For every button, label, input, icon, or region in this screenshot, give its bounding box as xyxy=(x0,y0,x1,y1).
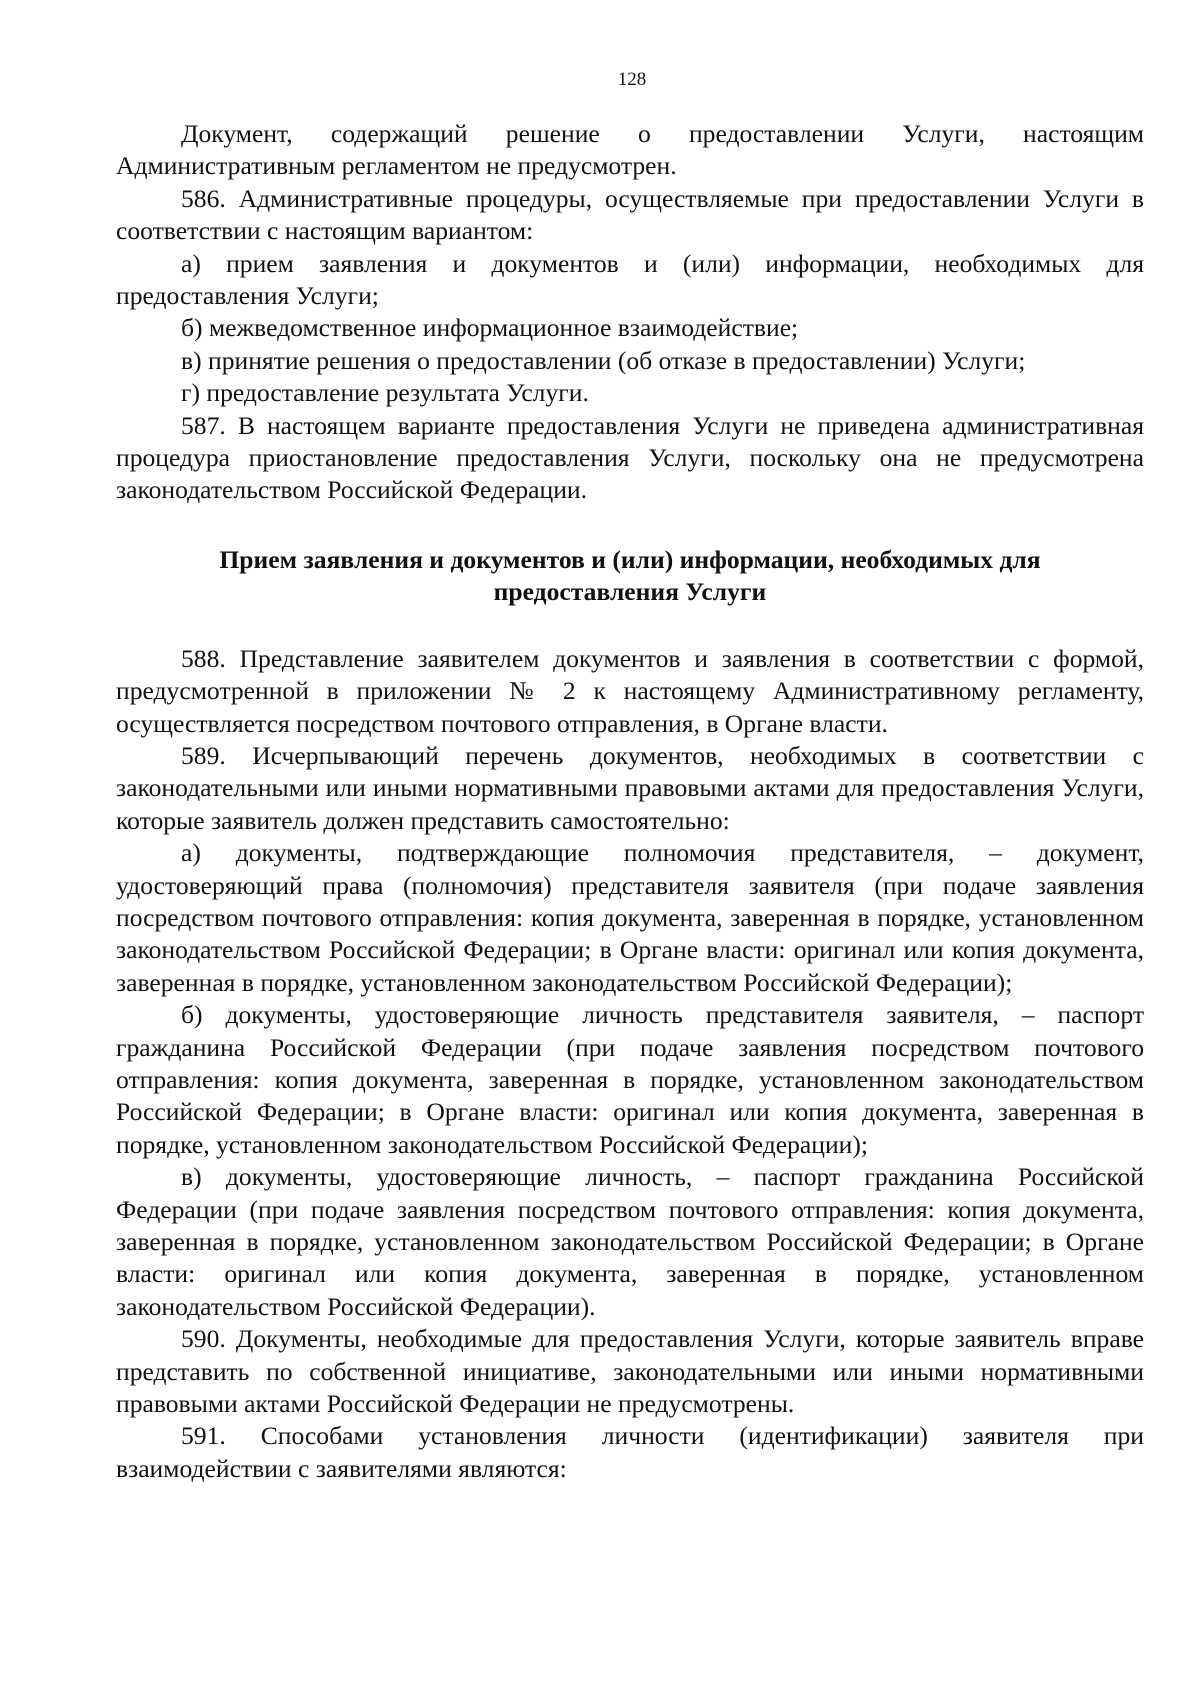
paragraph-document-decision: Документ, содержащий решение о предоставлении Услуги, настоящим Административным регламентом не предусмотрен. xyxy=(116,119,1144,181)
list-item-589-v: в) документы, удостоверяющие личность, – паспорт гражданина Российской Федерации (при подаче заявления посредством почтового отправления: копия документа, заверенная в порядке, установленном законодательством Российской Федерации; в Органе власти: оригинал или копия документа, заверенная в порядке, установленном законодательством Российской Федерации). xyxy=(116,1162,1144,1321)
paragraph-587: 587. В настоящем варианте предоставления Услуги не приведена административная процедура приостановление предоставления Услуги, поскольку она не предусмотрена законодательством Российской Федерации. xyxy=(116,410,1144,505)
paragraph-589: 589. Исчерпывающий перечень документов, необходимых в соответствии с законодательными или иными нормативными правовыми актами для предоставления Услуги, которые заявитель должен представить самостоятельно: xyxy=(116,740,1144,835)
list-item-589-b: б) документы, удостоверяющие личность представителя заявителя, – паспорт гражданина Российской Федерации (при подаче заявления посредством почтового отправления: копия документа, заверенная в порядке, установленном законодательством Российской Федерации; в Органе власти: оригинал или копия документа, заверенная в порядке, установленном законодательством Российской Федерации); xyxy=(116,1000,1144,1159)
paragraph-588: 588. Представление заявителем документов и заявления в соответствии с формой, предусмотренной в приложении № 2 к настоящему Административному регламенту, осуществляется посредством почтового отправления, в Органе власти. xyxy=(116,643,1144,738)
list-item-586-b: б) межведомственное информационное взаимодействие; xyxy=(181,313,799,343)
list-item-586-g: г) предоставление результата Услуги. xyxy=(181,378,589,408)
paragraph-586: 586. Административные процедуры, осуществляемые при предоставлении Услуги в соответствии с настоящим вариантом: xyxy=(116,183,1144,246)
section-heading-line-2: предоставления Услуги xyxy=(493,577,767,607)
list-item-589-a: а) документы, подтверждающие полномочия представителя, – документ, удостоверяющий права (полномочия) представителя заявителя (при подаче заявления посредством почтового отправления: копия документа, заверенная в порядке, установленном законодательством Российской Федерации; в Органе власти: оригинал или копия документа, заверенная в порядке, установленном законодательством Российской Федерации); xyxy=(116,838,1144,997)
paragraph-590: 590. Документы, необходимые для предоставления Услуги, которые заявитель вправе представить по собственной инициативе, законодательными или иными нормативными правовыми актами Российской Федерации не предусмотрены. xyxy=(116,1324,1144,1419)
page-number: 128 xyxy=(617,69,647,90)
list-item-586-a: а) прием заявления и документов и (или) информации, необходимых для предоставления Услуги; xyxy=(116,248,1144,311)
list-item-586-v: в) принятие решения о предоставлении (об отказе в предоставлении) Услуги; xyxy=(181,345,1026,375)
section-heading xyxy=(116,544,1144,609)
section-heading-line-1: Прием заявления и документов и (или) информации, необходимых для xyxy=(219,544,1041,574)
document-body xyxy=(116,118,1144,1485)
paragraph-591: 591. Способами установления личности (идентификации) заявителя при взаимодействии с заявителями являются: xyxy=(116,1421,1144,1483)
